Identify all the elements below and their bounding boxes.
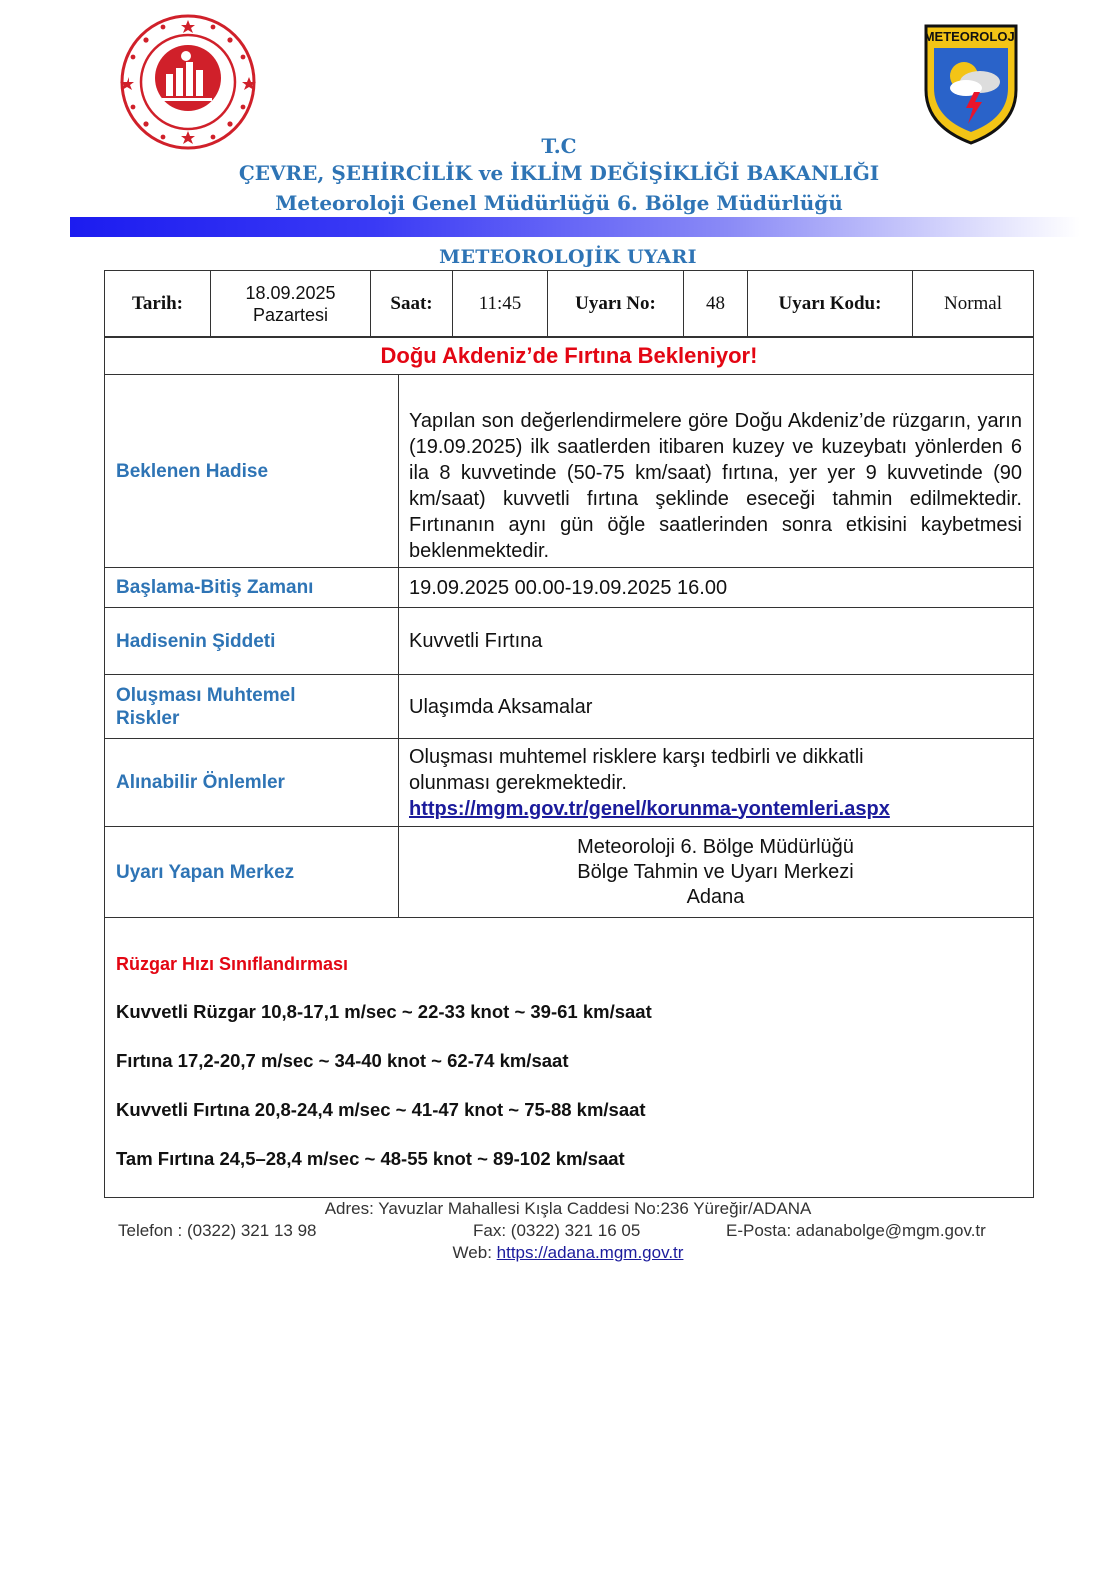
document-title: METEOROLOJİK UYARI [439,246,697,268]
severity-value: Kuvvetli Fırtına [399,608,1034,675]
tc-heading: T.C [541,134,577,158]
date: 18.09.2025 [245,282,336,303]
severity-label: Hadisenin Şiddeti [105,608,399,675]
wind-classification-title: Rüzgar Hızı Sınıflandırması [116,954,349,974]
date-label: Tarih: [105,271,211,337]
wind-class-strong-wind: Kuvvetli Rüzgar 10,8-17,1 m/sec ~ 22-33 knot ~ 39-61 km/saat [116,1001,652,1022]
time-range-label: Başlama-Bitiş Zamanı [105,568,399,608]
expected-event-text: Yapılan son değerlendirmelere göre Doğu Akdeniz’de rüzgarın, yarın (19.09.2025) ilk saatlerden itibaren kuzey ve kuzeybatı yönlerden 6 ila 8 kuvvetinde (50-75 km/saat) fırtına, yer yer 9 kuvvetinde (90 km/saat) kuvvetli fırtına şeklinde eseceği tahmin edilmektedir. Fırtınanın aynı gün öğle saatlerinden sonra etkisini kaybetmesi beklenmektedir. [399,375,1034,568]
footer-phone: Telefon : (0322) 321 13 98 [118,1221,317,1240]
warning-info-table [104,270,1034,337]
meteoroloji-logo [922,22,1020,146]
footer-email: E-Posta: adanabolge@mgm.gov.tr [726,1221,986,1240]
ministry-logo [118,12,258,152]
time-label: Saat: [371,271,453,337]
issuing-center-label: Uyarı Yapan Merkez [105,827,399,918]
center-line3: Adana [686,885,745,908]
department-heading: Meteoroloji Genel Müdürlüğü 6. Bölge Müdürlüğü [275,191,843,215]
date-value [211,271,371,337]
time-value: 11:45 [453,271,548,337]
warning-headline: Doğu Akdeniz’de Fırtına Bekleniyor! [105,338,1034,375]
risks-label [105,675,399,739]
risks-label-line1: Oluşması Muhtemel [116,684,296,706]
warning-no-label: Uyarı No: [548,271,684,337]
warning-code-value: Normal [913,271,1034,337]
footer-web-label: Web: [452,1243,492,1262]
svg-text:METEOROLOJİ: METEOROLOJİ [923,29,1019,44]
risks-value: Ulaşımda Aksamalar [399,675,1034,739]
wind-classification [105,918,1034,1198]
footer-web-link[interactable]: https://adana.mgm.gov.tr [496,1243,684,1262]
warning-code-label: Uyarı Kodu: [748,271,913,337]
wind-class-strong-gale: Kuvvetli Fırtına 20,8-24,4 m/sec ~ 41-47 knot ~ 75-88 km/saat [116,1099,646,1120]
issuing-center-value [399,827,1034,918]
day: Pazartesi [252,304,329,325]
time-range-value: 19.09.2025 00.00-19.09.2025 16.00 [399,568,1034,608]
wind-class-storm: Tam Fırtına 24,5–28,4 m/sec ~ 48-55 knot ~ 89-102 km/saat [116,1148,625,1169]
warning-details-table [104,337,1034,1198]
warning-no-value: 48 [684,271,748,337]
risks-label-line2: Riskler [116,707,180,729]
measures-label: Alınabilir Önlemler [105,739,399,827]
protection-methods-link[interactable]: https://mgm.gov.tr/genel/korunma-yontemleri.aspx [409,797,890,820]
measures-text-line2: olunması gerekmektedir. [409,771,627,794]
ministry-heading: ÇEVRE, ŞEHİRCİLİK ve İKLİM DEĞİŞİKLİĞİ BAKANLIĞI [238,161,880,185]
wind-class-gale: Fırtına 17,2-20,7 m/sec ~ 34-40 knot ~ 62-74 km/saat [116,1050,569,1071]
footer-web [0,1243,1118,1263]
footer-fax: Fax: (0322) 321 16 05 [473,1221,641,1240]
center-line2: Bölge Tahmin ve Uyarı Merkezi [577,860,854,883]
header-divider-bar [70,217,1080,237]
expected-event-label: Beklenen Hadise [105,375,399,568]
footer-address: Adres: Yavuzlar Mahallesi Kışla Caddesi No:236 Yüreğir/ADANA [324,1199,812,1218]
measures-value [399,739,1034,827]
center-line1: Meteoroloji 6. Bölge Müdürlüğü [577,835,854,858]
measures-text-line1: Oluşması muhtemel risklere karşı tedbirli ve dikkatli [409,745,864,768]
